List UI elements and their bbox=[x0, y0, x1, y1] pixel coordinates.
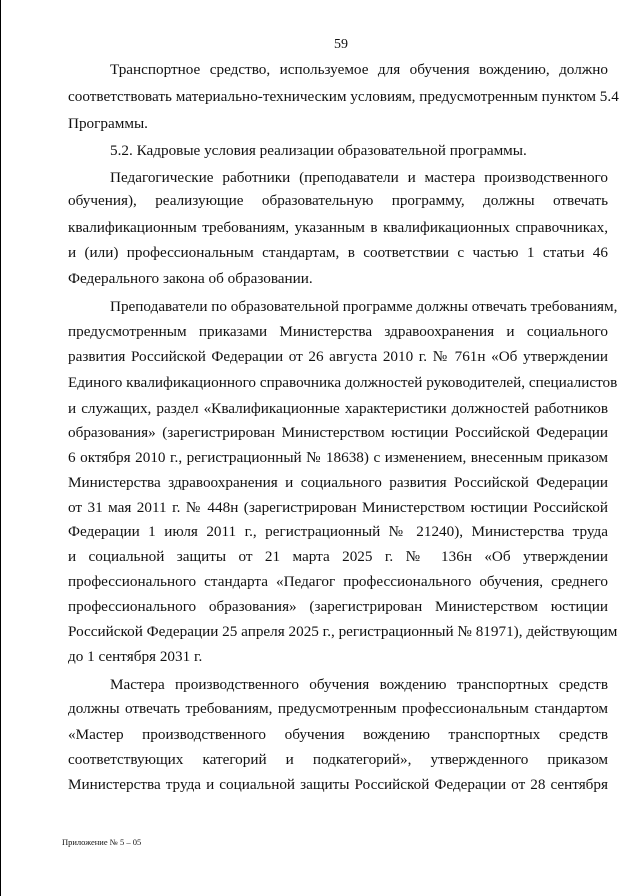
text-line: Единого квалификационного справочника должностей руководителей, специалистов bbox=[68, 374, 618, 391]
text-line: развития Российской Федерации от 26 августа 2010 г. № 761н «Об утверждении bbox=[68, 348, 608, 365]
text-line: и (или) профессиональным стандартам, в соответствии с частью 1 статьи 46 bbox=[68, 244, 608, 261]
footer-note: Приложение № 5 – 05 bbox=[62, 837, 142, 847]
text-line: Транспортное средство, используемое для обучения вождению, должно bbox=[110, 61, 608, 78]
text-line: образования» (зарегистрирован Министерством юстиции Российской Федерации bbox=[68, 424, 608, 441]
text-line: квалификационным требованиям, указанным в квалификационных справочниках, bbox=[68, 219, 608, 236]
text-line: соответствующих категорий и подкатегорий», утвержденного приказом bbox=[68, 751, 608, 768]
text-line: профессионального стандарта «Педагог профессионального обучения, среднего bbox=[68, 573, 608, 590]
text-line: Министерства здравоохранения и социального развития Российской Федерации bbox=[68, 474, 608, 491]
text-line: и социальной защиты от 21 марта 2025 г. № 136н «Об утверждении bbox=[68, 548, 608, 565]
text-line: Федерального закона об образовании. bbox=[68, 270, 313, 287]
text-line: обучения), реализующие образовательную программу, должны отвечать bbox=[68, 192, 608, 209]
scan-edge bbox=[0, 0, 1, 896]
text-line: 6 октября 2010 г., регистрационный № 18638) с изменением, внесенным приказом bbox=[68, 449, 608, 466]
text-line: Педагогические работники (преподаватели и мастера производственного bbox=[110, 169, 608, 186]
text-line: Преподаватели по образовательной программе должны отвечать требованиям, bbox=[110, 298, 618, 315]
text-line: Российской Федерации 25 апреля 2025 г., регистрационный № 81971), действующим bbox=[68, 623, 618, 640]
text-line: до 1 сентября 2031 г. bbox=[68, 648, 203, 665]
text-line: Министерства труда и социальной защиты Российской Федерации от 28 сентября bbox=[68, 776, 608, 793]
text-line: «Мастер производственного обучения вождению транспортных средств bbox=[68, 726, 608, 743]
text-line: соответствовать материально-техническим условиям, предусмотренным пунктом 5.4 bbox=[68, 88, 619, 105]
text-line: и служащих, раздел «Квалификационные характеристики должностей работников bbox=[68, 400, 608, 417]
text-line: должны отвечать требованиям, предусмотренным профессиональным стандартом bbox=[68, 700, 608, 717]
text-line: Мастера производственного обучения вождению транспортных средств bbox=[110, 676, 608, 693]
section-heading: 5.2. Кадровые условия реализации образовательной программы. bbox=[110, 142, 527, 159]
text-line: профессионального образования» (зарегистрирован Министерством юстиции bbox=[68, 598, 608, 615]
text-line: Федерации 1 июля 2011 г., регистрационный № 21240), Министерства труда bbox=[68, 523, 608, 540]
text-line: предусмотренным приказами Министерства здравоохранения и социального bbox=[68, 323, 608, 340]
text-line: Программы. bbox=[68, 115, 148, 132]
page-number: 59 bbox=[334, 37, 348, 52]
text-line: от 31 мая 2011 г. № 448н (зарегистрирован Министерством юстиции Российской bbox=[68, 499, 608, 516]
